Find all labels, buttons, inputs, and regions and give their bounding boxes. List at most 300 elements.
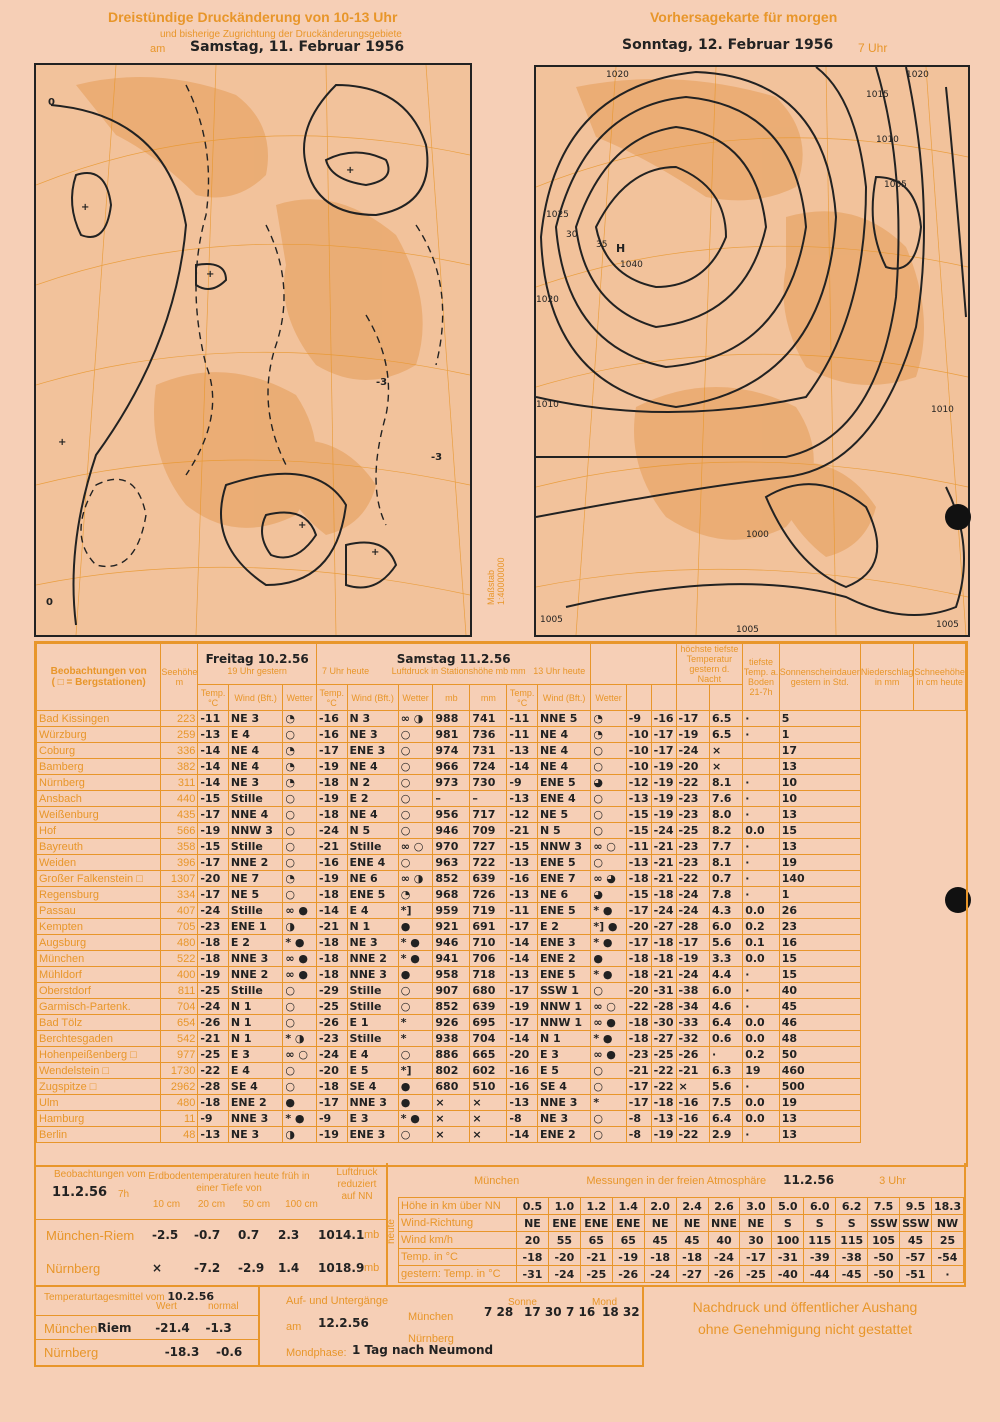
cell-x1: ◑	[283, 1127, 317, 1143]
cell-w2: NNE 3	[347, 967, 398, 983]
upper-cell: -24	[548, 1266, 580, 1283]
cell-x2: ○	[398, 855, 433, 871]
cell-t2: -19	[316, 871, 347, 887]
cell-gr: -24	[676, 903, 709, 919]
cell-w3: NNW 1	[537, 999, 590, 1015]
station-height: 480	[161, 935, 198, 951]
cell-t3: -14	[507, 951, 538, 967]
moon-rise: 7 16	[566, 1305, 596, 1319]
station-height: 440	[161, 791, 198, 807]
station-name: Hamburg	[37, 1111, 161, 1127]
upper-cell: -25	[740, 1266, 772, 1283]
tmean-head: Temperaturtagesmittel vom 10.2.56	[44, 1290, 215, 1303]
cell-t2: -21	[316, 919, 347, 935]
cell-sn: 46	[779, 1015, 860, 1031]
table-row	[37, 855, 966, 871]
cell-t3: -14	[507, 1127, 538, 1143]
cell-p1: 946	[433, 935, 470, 951]
cell-mn: -24	[651, 903, 676, 919]
svg-text:1010: 1010	[876, 135, 899, 145]
upper-cell: ENE	[612, 1215, 644, 1232]
svg-text:+: +	[346, 165, 355, 176]
upper-cell: -19	[612, 1249, 644, 1266]
cell-mx: -11	[626, 839, 651, 855]
cell-sn: 500	[779, 1079, 860, 1095]
cell-mn: -27	[651, 1031, 676, 1047]
cell-x3: ∞ ●	[591, 1047, 626, 1063]
cell-x3: ∞ ◕	[591, 871, 626, 887]
cell-x2: ○	[398, 791, 433, 807]
cell-sun: 6.4	[709, 1111, 742, 1127]
cell-p2: 719	[470, 903, 507, 919]
cell-sun: 7.5	[709, 1095, 742, 1111]
cell-sn: 26	[779, 903, 860, 919]
cell-t1: -19	[198, 967, 229, 983]
upper-cell: 2.4	[676, 1198, 708, 1215]
cell-p2: 510	[470, 1079, 507, 1095]
table-row	[37, 951, 966, 967]
cell-x3: * ●	[591, 935, 626, 951]
station-name: München	[37, 951, 161, 967]
cell-t1: -11	[198, 711, 229, 727]
table-row	[37, 983, 966, 999]
cell-mx: -8	[626, 1111, 651, 1127]
upper-cell: S	[804, 1215, 836, 1232]
cell-sun: 3.3	[709, 951, 742, 967]
cell-p1: 852	[433, 999, 470, 1015]
cell-t3: -13	[507, 743, 538, 759]
cell-x2: ∞ ◑	[398, 711, 433, 727]
upper-cell: ENE	[548, 1215, 580, 1232]
cell-mn: -21	[651, 839, 676, 855]
cell-x2: ◔	[398, 887, 433, 903]
cell-w1: NE 3	[228, 1127, 282, 1143]
table-row	[37, 759, 966, 775]
ground-temperature-box	[34, 1163, 388, 1287]
cell-x2: ○	[398, 759, 433, 775]
reprint-notice: Nachdruck und öffentlicher Aushang ohne Genehmigung nicht gestattet	[692, 1299, 918, 1337]
cell-gr: -17	[676, 935, 709, 951]
cell-p2: 639	[470, 871, 507, 887]
cell-gr: -26	[676, 1047, 709, 1063]
cell-sun: ×	[709, 759, 742, 775]
cell-sun: 4.6	[709, 999, 742, 1015]
cell-p2: 731	[470, 743, 507, 759]
cell-mn: -19	[651, 759, 676, 775]
cell-t2: -9	[316, 1111, 347, 1127]
cell-t3: -16	[507, 1063, 538, 1079]
upper-cell: -21	[580, 1249, 612, 1266]
upper-row-label: Wind-Richtung	[399, 1215, 517, 1232]
cell-pr: 0.0	[743, 1015, 780, 1031]
station-name: Großer Falkenstein □	[37, 871, 161, 887]
cell-x3: ○	[591, 1111, 626, 1127]
cell-p2: 639	[470, 999, 507, 1015]
cell-t1: -13	[198, 1127, 229, 1143]
cell-p1: 926	[433, 1015, 470, 1031]
cell-w1: N 1	[228, 999, 282, 1015]
cell-w2: SE 4	[347, 1079, 398, 1095]
cell-p2: ×	[470, 1095, 507, 1111]
cell-w3: NE 6	[537, 887, 590, 903]
cell-p2: 680	[470, 983, 507, 999]
upper-cell: 9.5	[900, 1198, 932, 1215]
cell-p1: 958	[433, 967, 470, 983]
cell-sn: 17	[779, 743, 860, 759]
upper-cell: ·	[931, 1266, 963, 1283]
upper-cell: -44	[804, 1266, 836, 1283]
cell-t3: -13	[507, 967, 538, 983]
cell-t1: -20	[198, 871, 229, 887]
cell-w3: E 3	[537, 1047, 590, 1063]
cell-w2: Stille	[347, 983, 398, 999]
upper-row-label: Wind km/h	[399, 1232, 517, 1249]
left-map-subtitle: und bisherige Zugrichtung der Druckänderungsgebiete	[160, 29, 402, 40]
cell-sun: 6.4	[709, 1015, 742, 1031]
cell-t2: -23	[316, 1031, 347, 1047]
upper-cell: 20	[517, 1232, 549, 1249]
obs-date: 11.2.56	[52, 1185, 108, 1200]
station-name: Oberstdorf	[37, 983, 161, 999]
station-name: Bad Kissingen	[37, 711, 161, 727]
station-height: 654	[161, 1015, 198, 1031]
upper-cell: 65	[612, 1232, 644, 1249]
cell-sun: 7.6	[709, 791, 742, 807]
cell-w2: N 1	[347, 919, 398, 935]
cell-x2: ●	[398, 1079, 433, 1095]
svg-text:1000: 1000	[746, 530, 769, 540]
cell-x1: ∞ ●	[283, 903, 317, 919]
cell-w3: NNE 3	[537, 1095, 590, 1111]
cell-mn: -22	[651, 1063, 676, 1079]
station-name: Regensburg	[37, 887, 161, 903]
cell-mx: -18	[626, 951, 651, 967]
cell-gr: -16	[676, 1095, 709, 1111]
cell-t2: -18	[316, 951, 347, 967]
cell-pr: ·	[743, 1127, 780, 1143]
station-height: 977	[161, 1047, 198, 1063]
cell-x1: ○	[283, 1063, 317, 1079]
cell-gr: -19	[676, 951, 709, 967]
cell-p2: 602	[470, 1063, 507, 1079]
upper-cell: -18	[644, 1249, 676, 1266]
table-row	[37, 1127, 966, 1143]
station-height: 259	[161, 727, 198, 743]
cell-x3: ◔	[591, 727, 626, 743]
cell-mn: -17	[651, 727, 676, 743]
cell-w2: ENE 3	[347, 743, 398, 759]
upper-cell: 25	[931, 1232, 963, 1249]
cell-sn: 40	[779, 983, 860, 999]
cell-mx: -17	[626, 1095, 651, 1111]
svg-text:1005: 1005	[884, 180, 907, 190]
cell-t1: -25	[198, 983, 229, 999]
cell-p1: 963	[433, 855, 470, 871]
station-height: 223	[161, 711, 198, 727]
punch-hole-top	[945, 504, 971, 530]
sun-col-sonne: Sonne	[508, 1297, 537, 1308]
upper-cell: SSW	[900, 1215, 932, 1232]
cell-p1: 907	[433, 983, 470, 999]
moon-set: 18 32	[602, 1305, 640, 1319]
upper-cell: 115	[836, 1232, 868, 1249]
cell-sun: 2.9	[709, 1127, 742, 1143]
upper-cell: 18.3	[931, 1198, 963, 1215]
upper-cell: -45	[836, 1266, 868, 1283]
cell-sn: 23	[779, 919, 860, 935]
cell-mx: -21	[626, 1063, 651, 1079]
station-name: Passau	[37, 903, 161, 919]
table-row	[37, 871, 966, 887]
cell-mx: -10	[626, 759, 651, 775]
cell-w3: NNW 1	[537, 1015, 590, 1031]
cell-pr: 0.0	[743, 823, 780, 839]
cell-x2: ●	[398, 967, 433, 983]
upper-cell: -50	[868, 1249, 900, 1266]
svg-text:+: +	[371, 547, 380, 558]
cell-x2: ○	[398, 1127, 433, 1143]
cell-w3: ENE 5	[537, 855, 590, 871]
cell-w3: ENE 4	[537, 791, 590, 807]
cell-t1: -9	[198, 1111, 229, 1127]
cell-t3: -16	[507, 1079, 538, 1095]
cell-mn: -13	[651, 1111, 676, 1127]
sun-am: am	[286, 1321, 302, 1333]
upper-cell: NNE	[708, 1215, 740, 1232]
svg-text:+: +	[298, 520, 307, 531]
cell-mx: -18	[626, 871, 651, 887]
cell-w1: NNW 3	[228, 823, 282, 839]
cell-pr: ·	[743, 887, 780, 903]
cell-t3: -11	[507, 727, 538, 743]
cell-mx: -17	[626, 935, 651, 951]
cell-pr: 0.0	[743, 951, 780, 967]
cell-t2: -17	[316, 743, 347, 759]
cell-gr: -22	[676, 1127, 709, 1143]
cell-pr: 0.2	[743, 919, 780, 935]
svg-text:30: 30	[566, 230, 578, 240]
ground-head: Erdbodentemperaturen heute früh in einer Tiefe von	[148, 1171, 310, 1194]
cell-x1: ∞ ●	[283, 951, 317, 967]
sun-muc: München	[408, 1311, 454, 1323]
cell-w3: E 5	[537, 1063, 590, 1079]
cell-t2: -19	[316, 759, 347, 775]
cell-t3: -14	[507, 759, 538, 775]
observation-table: Beobachtungen von ( □ = Bergstationen) Seehöhe m Freitag 10.2.56 19 Uhr gestern Samstag 11.2.56 7 Uhr heute Luftdruck in Stationshöhe mb mm 13 Uhr heute höchste tiefste Temperatur gestern d. Nacht tiefste Temp. a. Boden 21-7h Sonnenscheindauer gestern in Std. Niederschlag in mm Schneehöhe in cm heute Temp. °C Wind (Bft.) Wetter Temp. °C Wind (Bft.) Wetter mb mm Temp. °C Wind (Bft.) Wetter Bad Kissingen 223 -11 NE 3 ◔ -16 N 3 ∞ ◑ 988 741 -11 NNE 5 ◔ -9 -16 -17 6.5 · 5 Würzburg 259 -13 E 4 ○ -16 NE 3 ○ 981 736 -11 NE 4 ◔ -10 -17 -19 6.5 · 1 Coburg 336 -14 NE 4 ◔ -17 ENE 3 ○ 974 731 -13 NE 4 ○ -10 -17 -24 × 17 Bamberg 382 -14 NE 4 ◔ -19 NE 4 ○ 966 724 -14 NE 4 ○ -10 -19 -20 × 13 Nürnberg 311 -14 NE 3 ◔ -18 N 2 ○ 973 730 -9 ENE 5 ◕ -12 -19 -22 8.1 · 10 Ansbach 440 -15 Stille ○ -19 E 2 ○ – – -13 ENE 4 ○ -13 -19 -23 7.6 · 10 Weißenburg 435 -17 NNE 4 ○ -18 NE 4 ○ 956 717 -12 NE 5 ○ -15 -19 -23 8.0 · 13 Hof 566 -19 NNW 3 ○ -24 N 5 ○ 946 709 -21 N 5 ○ -15 -24 -25 8.2 0.0 15 Bayreuth 358 -15 Stille ○ -21 Stille ∞ ○ 970 727 -15 NNW 3 ∞ ○ -11 -21 -23 7.7 · 13 Weiden 396 -17 NNE 2 ○ -16 ENE 4 ○ 963 722 -13 ENE 5 ○ -13 -21 -23 8.1 · 19 Großer Falkenstein □ 1307 -20 NE 7 ◔ -19 NE 6 ∞ ◑ 852 639 -16 ENE 7 ∞ ◕ -18 -21 -22 0.7 · 140 Regensburg 334 -17 NE 5 ○ -18 ENE 5 ◔ 968 726 -13 NE 6 ◕ -15 -18 -24 7.8 · 1 Passau 407 -24 Stille ∞ ● -14 E 4 *] 959 719 -11 ENE 5 * ● -17 -24 -24 4.3 0.0 26 Kempten 705 -23 ENE 1 ◑ -21 N 1 ● 921 691 -17 E 2 *] ● -20 -27 -28 6.0 0.2 23 Augsburg 480 -18 E 2 * ● -18 NE 3 * ● 946 710 -14 ENE 3 * ● -17 -18 -17 5.6 0.1 16 München 522 -18 NNE 3 ∞ ● -18 NNE 2 * ● 941 706 -14 ENE 2 ● -18 -18 -19 3.3 0.0 15 Mühldorf 400 -19 NNE 2 ∞ ● -18 NNE 3 ● 958 718 -13 ENE 5 * ● -18 -21 -24 4.4 · 15 Oberstdorf 811 -25 Stille ○ -29 Stille ○ 907 680 -17 SSW 1 ○ -20 -31 -38 6.0 · 40 Garmisch-Partenk. 704 -24 N 1 ○ -25 Stille ○ 852 639 -19 NNW 1 ∞ ○ -22 -28 -34 4.6 · 45 Bad Tölz 654 -26 N 1 ○ -26 E 1 * 926 695 -17 NNW 1 ∞ ● -18 -30 -33 6.4 0.0 46 Berchtesgaden 542 -21 N 1 * ◑ -23 Stille * 938 704 -14 N 1 * ● -18 -27 -32 0.6 0.0 48 Hohenpeißenberg □ 977 -25 E 3 ∞ ○ -24 E 4 ○ 886 665 -20 E 3 ∞ ● -23 -25 -26 · 0.2 50 Wendelstein □ 1730 -22 E 4 ○ -20 E 5 *] 802 602 -16 E 5 ○ -21 -22 -21 6.3 19 460 Zugspitze □ 2962 -28 SE 4 ○ -18 SE 4 ● 680 510 -16 SE 4 ○ -17 -22 × 5.6 · 500 Ulm 480 -18 ENE 2 ● -17 NNE 3 ● × × -13 NNE 3 * -17 -18 -16 7.5 0.0 19 Hamburg 11 -9 NNE 3 * ● -9 E 3 * ● × × -8 NE 3 ○ -8 -13 -16 6.4 0.0 13 Berlin 48 -13 NE 3 ◑ -19 ENE 3 ○ × × -14 ENE 2 ○ -8 -19 -22 2.9 · 13	[34, 641, 968, 1167]
cell-t2: -18	[316, 775, 347, 791]
map-scale-label: Maßstab 1:40000000	[486, 557, 506, 605]
cell-t1: -13	[198, 727, 229, 743]
cell-w3: N 5	[537, 823, 590, 839]
upper-cell: -26	[708, 1266, 740, 1283]
cell-x3: ○	[591, 823, 626, 839]
table-row	[37, 1079, 966, 1095]
upper-cell: 6.2	[836, 1198, 868, 1215]
cell-pr: ·	[743, 711, 780, 727]
svg-text:0: 0	[46, 597, 53, 608]
cell-w1: NE 5	[228, 887, 282, 903]
cell-pr: 0.0	[743, 903, 780, 919]
cell-x1: ○	[283, 887, 317, 903]
station-height: 566	[161, 823, 198, 839]
upper-cell: 1.0	[548, 1198, 580, 1215]
sun-moon-box	[256, 1285, 644, 1367]
cell-pr	[743, 743, 780, 759]
col-wetter-13	[591, 644, 676, 685]
cell-x2: *	[398, 1015, 433, 1031]
upper-cell: 1.4	[612, 1198, 644, 1215]
station-name: Würzburg	[37, 727, 161, 743]
upper-cell: NW	[931, 1215, 963, 1232]
station-name: Wendelstein □	[37, 1063, 161, 1079]
cell-t3: -11	[507, 903, 538, 919]
station-name: Berchtesgaden	[37, 1031, 161, 1047]
cell-x2: *]	[398, 1063, 433, 1079]
upper-cell: 65	[580, 1232, 612, 1249]
cell-w1: E 4	[228, 1063, 282, 1079]
cell-gr: -24	[676, 743, 709, 759]
cell-w2: NNE 3	[347, 1095, 398, 1111]
tmean-col-wert: Wert	[156, 1301, 177, 1312]
cell-mx: -18	[626, 967, 651, 983]
sun-head: Auf- und Untergänge	[286, 1295, 389, 1307]
cell-x1: * ●	[283, 935, 317, 951]
cell-pr: 0.0	[743, 1111, 780, 1127]
station-name: Augsburg	[37, 935, 161, 951]
cell-w2: E 3	[347, 1111, 398, 1127]
upper-cell: 7.5	[868, 1198, 900, 1215]
cell-p2: 709	[470, 823, 507, 839]
station-height: 358	[161, 839, 198, 855]
station-height: 1730	[161, 1063, 198, 1079]
cell-p1: 973	[433, 775, 470, 791]
upper-air-side-label: heute	[386, 1219, 397, 1245]
cell-gr: -21	[676, 1063, 709, 1079]
cell-mn: -19	[651, 775, 676, 791]
cell-w1: NNE 3	[228, 951, 282, 967]
cell-sun: 6.0	[709, 983, 742, 999]
upper-row-label: Höhe in km über NN	[399, 1198, 517, 1215]
cell-w3: ENE 2	[537, 951, 590, 967]
cell-mn: -22	[651, 1079, 676, 1095]
cell-w3: ENE 2	[537, 1127, 590, 1143]
cell-p1: ×	[433, 1111, 470, 1127]
cell-gr: -33	[676, 1015, 709, 1031]
station-height: 382	[161, 759, 198, 775]
cell-p1: 802	[433, 1063, 470, 1079]
upper-row-dirs	[399, 1215, 964, 1232]
cell-p1: 886	[433, 1047, 470, 1063]
station-height: 1307	[161, 871, 198, 887]
cell-w3: ENE 5	[537, 775, 590, 791]
station-height: 400	[161, 967, 198, 983]
cell-x1: * ◑	[283, 1031, 317, 1047]
svg-text:1010: 1010	[536, 400, 559, 410]
station-height: 705	[161, 919, 198, 935]
upper-cell: -31	[772, 1249, 804, 1266]
cell-sn: 19	[779, 1095, 860, 1111]
upper-row-yest	[399, 1266, 964, 1283]
station-height: 407	[161, 903, 198, 919]
cell-sun: ·	[709, 1047, 742, 1063]
cell-t3: -17	[507, 1015, 538, 1031]
cell-x1: ○	[283, 1079, 317, 1095]
cell-w3: ENE 5	[537, 967, 590, 983]
svg-text:1025: 1025	[546, 210, 569, 220]
cell-mx: -12	[626, 775, 651, 791]
cell-p2: ×	[470, 1127, 507, 1143]
table-row	[37, 1111, 966, 1127]
cell-sun: 7.7	[709, 839, 742, 855]
upper-cell: -25	[580, 1266, 612, 1283]
cell-t3: -20	[507, 1047, 538, 1063]
cell-x1: ◔	[283, 759, 317, 775]
cell-mn: -27	[651, 919, 676, 935]
upper-cell: SSW	[868, 1215, 900, 1232]
cell-gr: -34	[676, 999, 709, 1015]
cell-mn: -31	[651, 983, 676, 999]
cell-sn: 10	[779, 791, 860, 807]
upper-cell: -51	[900, 1266, 932, 1283]
cell-t2: -16	[316, 711, 347, 727]
tmean-col-normal: normal	[208, 1301, 239, 1312]
cell-w3: NE 3	[537, 1111, 590, 1127]
left-map-date: Samstag, 11. Februar 1956	[190, 39, 405, 55]
station-height: 704	[161, 999, 198, 1015]
cell-t2: -25	[316, 999, 347, 1015]
cell-sn: 5	[779, 711, 860, 727]
cell-x2: ∞ ○	[398, 839, 433, 855]
obs-head: Beobachtungen vom	[54, 1169, 146, 1180]
station-height: 48	[161, 1127, 198, 1143]
temperature-mean-box	[34, 1285, 260, 1367]
upper-cell: NE	[644, 1215, 676, 1232]
pressure-change-map	[34, 63, 472, 637]
cell-t2: -16	[316, 855, 347, 871]
cell-t2: -17	[316, 1095, 347, 1111]
cell-p1: 946	[433, 823, 470, 839]
table-row	[37, 1095, 966, 1111]
upper-cell: -31	[517, 1266, 549, 1283]
upper-cell: 5.0	[772, 1198, 804, 1215]
cell-sun: 5.6	[709, 1079, 742, 1095]
cell-w3: NE 4	[537, 743, 590, 759]
cell-p1: 974	[433, 743, 470, 759]
cell-pr: 0.1	[743, 935, 780, 951]
cell-mn: -30	[651, 1015, 676, 1031]
table-row	[37, 1015, 966, 1031]
cell-w3: ENE 5	[537, 903, 590, 919]
cell-w1: SE 4	[228, 1079, 282, 1095]
cell-x1: ○	[283, 727, 317, 743]
cell-w1: NE 3	[228, 775, 282, 791]
cell-sn: 1	[779, 727, 860, 743]
cell-pr: 0.0	[743, 1031, 780, 1047]
cell-x3: ○	[591, 791, 626, 807]
cell-sun: 0.7	[709, 871, 742, 887]
station-height: 542	[161, 1031, 198, 1047]
cell-p1: 970	[433, 839, 470, 855]
cell-w2: NE 4	[347, 807, 398, 823]
cell-sn: 13	[779, 807, 860, 823]
cell-t1: -18	[198, 951, 229, 967]
table-row	[37, 1047, 966, 1063]
cell-w3: E 2	[537, 919, 590, 935]
svg-text:35: 35	[596, 240, 608, 250]
cell-pr: ·	[743, 999, 780, 1015]
cell-t3: -15	[507, 839, 538, 855]
cell-mn: -19	[651, 791, 676, 807]
